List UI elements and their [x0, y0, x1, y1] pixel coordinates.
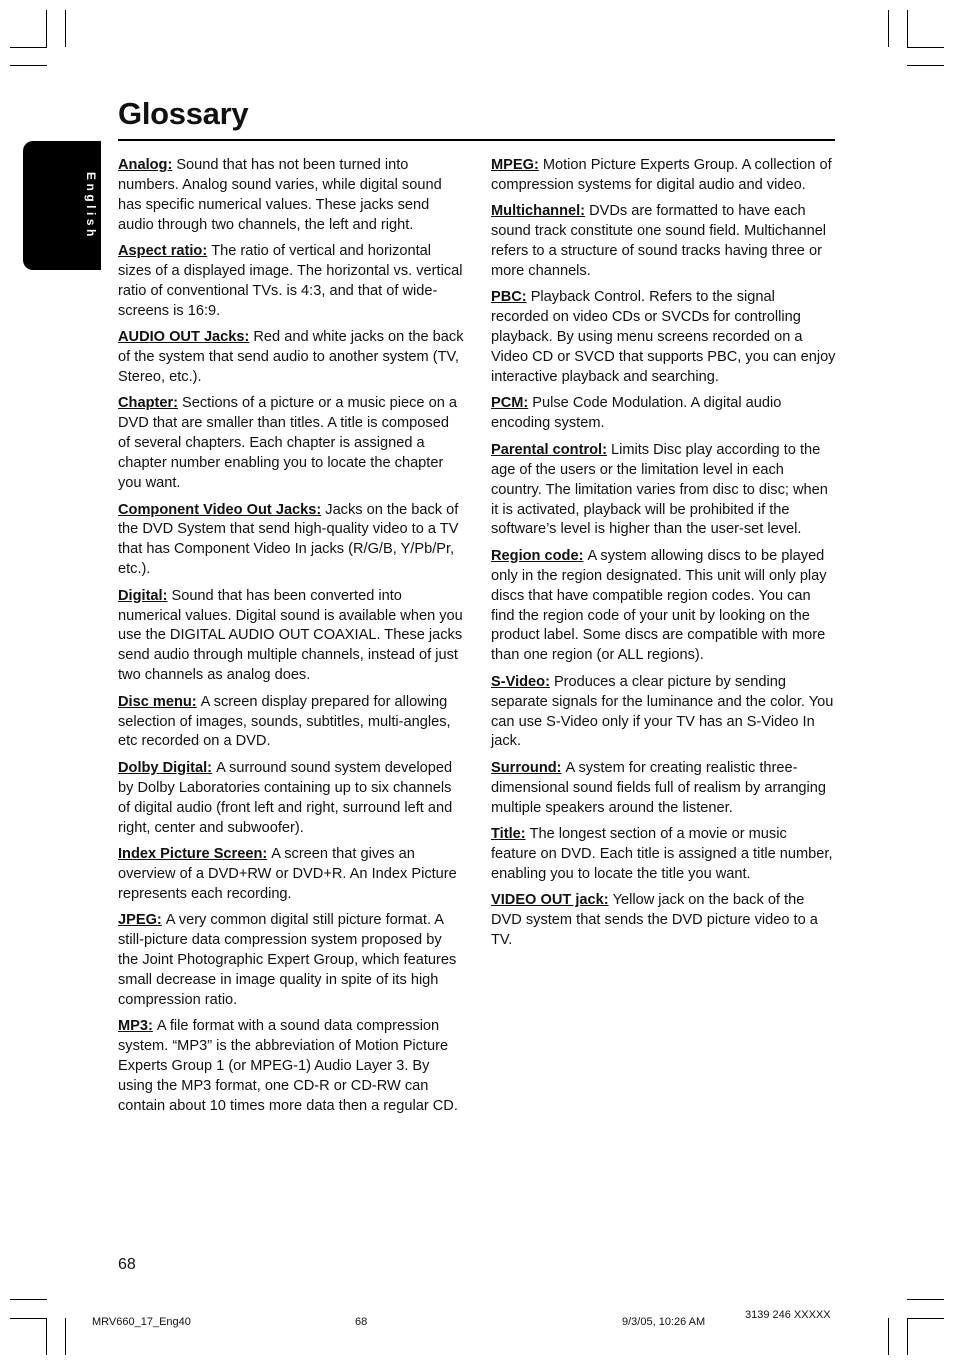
- crop-mark: [46, 1318, 47, 1355]
- glossary-definition: Produces a clear picture by sending separate signals for the luminance and the color. You can use S-Video only if your TV has an S-Video In jack.: [491, 673, 834, 750]
- glossary-entry: [118, 328, 464, 388]
- language-tab-label: English: [84, 172, 98, 240]
- glossary-term: PCM:: [491, 395, 529, 412]
- glossary-term: Disc menu:: [118, 693, 197, 710]
- glossary-term: Dolby Digital:: [118, 759, 213, 776]
- crop-mark: [888, 1318, 889, 1355]
- footer-page: 68: [355, 1316, 368, 1328]
- glossary-term: VIDEO OUT jack:: [491, 892, 609, 909]
- glossary-definition: Motion Picture Experts Group. A collection of compression systems for digital audio and video.: [491, 157, 832, 193]
- glossary-definition: Sound that has not been turned into numbers. Analog sound varies, while digital sound has specific numerical values. These jacks send audio through two channels, the left and right.: [118, 157, 442, 233]
- glossary-entry: [118, 759, 464, 839]
- page-title: Glossary: [118, 96, 249, 131]
- glossary-term: Digital:: [118, 587, 168, 604]
- glossary-term: JPEG:: [118, 912, 162, 929]
- glossary-entry: [491, 825, 836, 885]
- glossary-entry: [118, 693, 464, 753]
- glossary-entry: [118, 394, 464, 494]
- glossary-term: Index Picture Screen:: [118, 846, 268, 862]
- crop-mark: [907, 47, 944, 48]
- glossary-definition: Sections of a picture or a music piece on a DVD that are smaller than titles. A title is composed of several chapters. Each chapter is assigned a chapter number enabling you to locate the chapter you want.: [118, 395, 457, 492]
- glossary-definition: Playback Control. Refers to the signal recorded on video CDs or SVCDs for controlling playback. By using menu screens recorded on a Video CD or SVCD that supports PBC, you can enjoy interactive playback and searching.: [491, 289, 836, 386]
- glossary-term: AUDIO OUT Jacks:: [118, 329, 250, 346]
- glossary-definition: The longest section of a movie or music feature on DVD. Each title is assigned a title number, enabling you to locate the title you want.: [491, 826, 833, 882]
- crop-mark: [46, 10, 47, 47]
- glossary-definition: A screen display prepared for allowing selection of images, sounds, subtitles, multi-angles, etc recorded on a DVD.: [118, 693, 451, 750]
- glossary-entry: [491, 441, 836, 541]
- crop-mark: [10, 65, 47, 66]
- glossary-term: PBC:: [491, 289, 527, 306]
- glossary-term: Surround:: [491, 759, 562, 776]
- glossary-term: Aspect ratio:: [118, 243, 208, 260]
- crop-mark: [907, 1318, 908, 1355]
- glossary-column-left: [118, 156, 464, 1123]
- glossary-definition: Yellow jack on the back of the DVD system that sends the DVD picture video to a TV.: [491, 892, 818, 949]
- glossary-entry: [118, 587, 464, 687]
- glossary-entry: [118, 501, 464, 581]
- glossary-entry: [491, 891, 836, 951]
- glossary-term: Component Video Out Jacks:: [118, 501, 322, 518]
- crop-mark: [907, 10, 908, 47]
- glossary-definition: Limits Disc play according to the age of the users or the limitation level in each country. The limitation varies from disc to disc; when it is activated, playback will be prohibited if the software’s level is higher than the user-set level.: [491, 441, 828, 538]
- glossary-definition: DVDs are formatted to have each sound track constitute one sound field. Multichannel refers to a structure of sound tracks having three or more channels.: [491, 203, 827, 280]
- crop-mark: [907, 65, 944, 66]
- glossary-entry: [491, 547, 836, 666]
- glossary-entry: [118, 242, 464, 322]
- glossary-term: Region code:: [491, 547, 584, 564]
- crop-mark: [65, 1318, 66, 1355]
- glossary-entry: [118, 911, 464, 1011]
- glossary-definition: The ratio of vertical and horizontal sizes of a displayed image. The horizontal vs. vertical ratio of conventional TVs. is 4:3, and that of wide-screens is 16:9.: [118, 243, 463, 319]
- footer-date: 9/3/05, 10:26 AM: [622, 1316, 706, 1328]
- glossary-entry: [118, 845, 464, 905]
- glossary-definition: Sound that has been converted into numerical values. Digital sound is available when you use the DIGITAL AUDIO OUT COAXIAL. These jacks send audio through multiple channels, instead of just two channels as analog does.: [118, 587, 463, 684]
- glossary-definition: Jacks on the back of the DVD System that send high-quality video to a TV that has Component Video In jacks (R/G/B, Y/Pb/Pr, etc.).: [118, 501, 459, 578]
- glossary-entry: [118, 1017, 464, 1117]
- footer-code: 3139 246 XXXXX: [745, 1309, 831, 1321]
- crop-mark: [10, 1318, 47, 1319]
- title-rule: [118, 139, 835, 141]
- footer-file: MRV660_17_Eng40: [92, 1316, 191, 1328]
- glossary-term: Parental control:: [491, 441, 607, 458]
- glossary-definition: A file format with a sound data compression system. “MP3” is the abbreviation of Motion Picture Experts Group 1 (or MPEG-1) Audio Layer 3. By using the MP3 format, one CD-R or CD-RW can contain about 10 times more data then a regular CD.: [118, 1018, 458, 1114]
- crop-mark: [65, 10, 66, 47]
- glossary-term: Title:: [491, 826, 526, 843]
- glossary-term: Chapter:: [118, 395, 178, 412]
- crop-mark: [907, 1299, 944, 1300]
- crop-mark: [907, 1318, 944, 1319]
- glossary-definition: A system allowing discs to be played only in the region designated. This unit will only play discs that have compatible region codes. You can find the region code of your unit by looking on the product label. Some discs are compatible with more than one region (or ALL regions).: [491, 547, 827, 664]
- glossary-definition: A system for creating realistic three-dimensional sound fields full of realism by arranging multiple speakers around the listener.: [491, 759, 827, 816]
- crop-mark: [888, 10, 889, 47]
- glossary-entry: [118, 156, 464, 236]
- glossary-term: Analog:: [118, 157, 173, 173]
- glossary-term: MP3:: [118, 1018, 153, 1035]
- crop-mark: [10, 47, 47, 48]
- crop-mark: [10, 1299, 47, 1300]
- glossary-definition: A very common digital still picture format. A still-picture data compression system proposed by the Joint Photographic Expert Group, which features small decrease in image quality in spite of its high compression ratio.: [118, 912, 457, 1008]
- glossary-entry: [491, 673, 836, 753]
- glossary-entry: [491, 288, 836, 388]
- glossary-term: MPEG:: [491, 157, 539, 173]
- glossary-definition: A surround sound system developed by Dolby Laboratories containing up to six channels of digital audio (front left and right, surround left and right, center and subwoofer).: [118, 759, 453, 836]
- glossary-definition: Pulse Code Modulation. A digital audio encoding system.: [491, 395, 782, 432]
- page-number: 68: [118, 1256, 136, 1273]
- glossary-entry: [491, 202, 836, 282]
- glossary-definition: Red and white jacks on the back of the system that send audio to another system (TV, Stereo, etc.).: [118, 329, 464, 386]
- glossary-entry: [491, 759, 836, 819]
- glossary-term: S-Video:: [491, 673, 550, 690]
- glossary-entry: [491, 156, 836, 196]
- glossary-column-right: [491, 156, 836, 958]
- glossary-definition: A screen that gives an overview of a DVD+RW or DVD+R. An Index Picture represents each recording.: [118, 846, 457, 902]
- glossary-entry: [491, 394, 836, 434]
- glossary-term: Multichannel:: [491, 203, 586, 220]
